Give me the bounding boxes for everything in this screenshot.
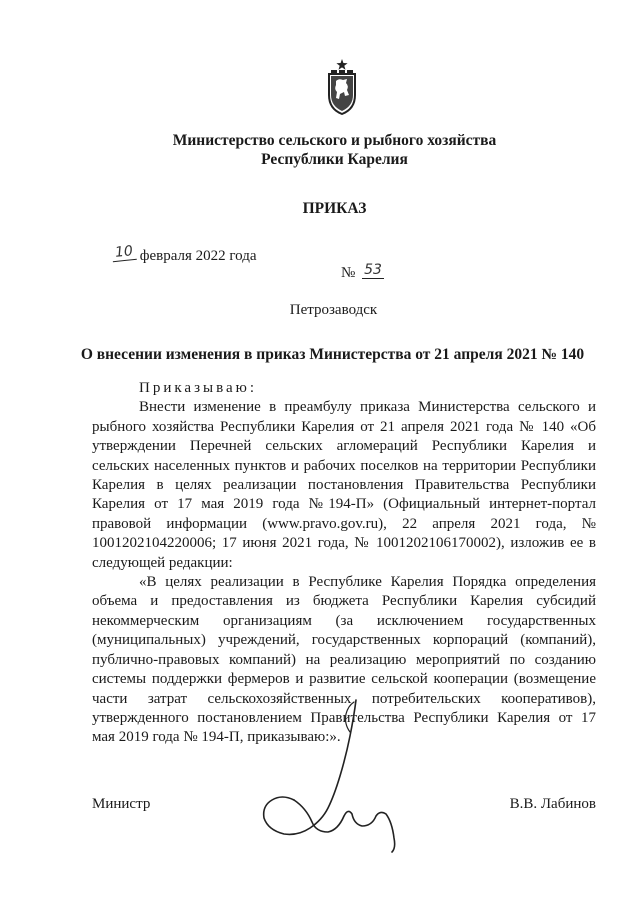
body-line-6: Карелия от 17 мая 2019 года №194-П» (Официальный интернет-портал: [92, 496, 596, 513]
body-line-17: утвержденного постановлением Правительства Республики Карелия от 17: [92, 709, 596, 726]
body-line-16: части затрат сельскохозяйственных потребительских кооперативов),: [92, 690, 596, 707]
date-day-handwritten: 10: [111, 243, 137, 262]
body-line-4: сельских населенных пунктов и рабочих поселков на территории Республики: [92, 457, 596, 474]
number-prefix: №: [341, 265, 356, 281]
karelia-emblem-icon: [327, 59, 357, 115]
body-line-1: Внести изменение в преамбулу приказа Министерства сельского и: [139, 399, 596, 416]
body-line-7: правовой информации (www.pravo.gov.ru), 22 апреля 2021 года, №: [92, 515, 596, 532]
document-body: [92, 379, 596, 748]
body-line-10: «В целях реализации в Республике Карелия Порядка определения: [139, 574, 596, 591]
body-line-5: Карелия в целях реализации постановления Правительства Республики: [92, 477, 596, 494]
ministry-name-line-2: Республики Карелия: [261, 151, 408, 168]
body-line-2: рыбного хозяйства Республики Карелия от 21 апреля 2021 года № 140 «Об: [92, 418, 596, 435]
body-line-12: некоммерческим организациям (за исключением государственных: [92, 612, 596, 629]
body-line-18: мая 2019 года № 194-П, приказываю:».: [92, 729, 341, 746]
signatory-position: Министр: [92, 796, 151, 812]
body-line-13: (муниципальных) учреждений, государственных корпораций (компаний),: [92, 632, 596, 649]
ministry-header: [0, 131, 639, 169]
document-date: [112, 243, 257, 265]
signatory-name: В.В. Лабинов: [509, 796, 596, 812]
document-subject: О внесении изменения в приказ Министерства от 21 апреля 2021 № 140: [80, 346, 585, 363]
ministry-name-line-1: Министерство сельского и рыбного хозяйства: [172, 132, 497, 149]
handwritten-signature-icon: [258, 696, 410, 854]
body-line-3: утверждении Перечней сельских агломераций Республики Карелия и: [92, 438, 596, 455]
body-line-11: объема и предоставления из бюджета Республики Карелия субсидий: [92, 593, 596, 610]
body-line-9: следующей редакции:: [92, 554, 233, 571]
document-type: ПРИКАЗ: [302, 200, 367, 217]
body-line-15: системы поддержки фермеров и развитие сельской кооперации (возмещение: [92, 671, 596, 688]
date-month-year: февраля 2022 года: [139, 248, 257, 264]
body-line-14: публично-правовых компаний) на реализацию мероприятий по созданию: [92, 651, 596, 668]
body-line-8: 1001202104220006; 17 июня 2021 года, № 1001202106170002), изложив ее в: [92, 535, 596, 552]
document-city: Петрозаводск: [289, 302, 378, 318]
document-number: [341, 262, 384, 282]
body-line-0: Приказываю:: [139, 380, 257, 396]
number-handwritten: 53: [362, 262, 384, 279]
